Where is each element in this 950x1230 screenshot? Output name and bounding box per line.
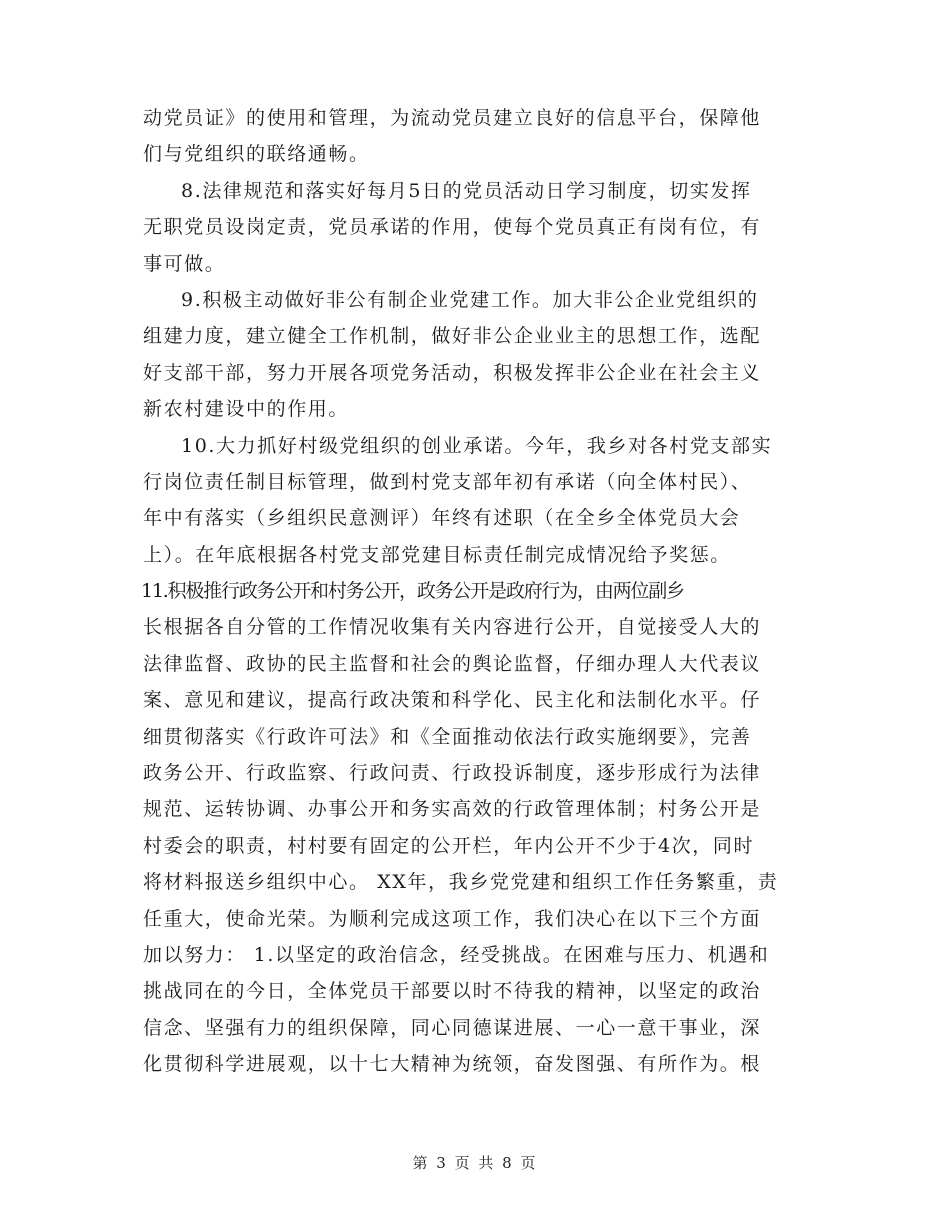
text-line: 政务公开、行政监察、行政问责、行政投诉制度，逐步形成行为法律 [143,762,762,785]
text-line: 村委会的职责，村村要有固定的公开栏，年内公开不少于4次，同时 [143,834,755,857]
text-line: 新农村建设中的作用。 [143,398,350,421]
page-number-footer: 第 3 页 共 8 页 [412,1154,538,1172]
text-line: 无职党员设岗定责，党员承诺的作用，使每个党员真正有岗有位，有 [143,216,762,239]
text-line: 上）。在年底根据各村党支部党建目标责任制完成情况给予奖惩。 [143,543,731,566]
text-line: 任重大，使命光荣。为顺利完成这项工作，我们决心在以下三个方面 [143,907,762,930]
paragraph-8-start: 8.法律规范和落实好每月5日的党员活动日学习制度，切实发挥 [181,179,752,202]
paragraph-10-start: 10.大力抓好村级党组织的创业承诺。今年，我乡对各村党支部实 [181,434,773,457]
body-text [143,100,803,1083]
text-line: 们与党组织的联络通畅。 [143,143,370,166]
text-line: 化贯彻科学进展观，以十七大精神为统领，奋发图强、有所作为。根 [143,1053,762,1076]
text-line: 法律监督、政协的民主监督和社会的舆论监督，仔细办理人大代表议 [143,652,762,675]
text-line: 加以努力： 1.以坚定的政治信念，经受挑战。在困难与压力、机遇和 [143,943,770,966]
text-line: 长根据各自分管的工作情况收集有关内容进行公开，自觉接受人大的 [143,616,762,639]
text-line: 细贯彻落实《行政许可法》和《全面推动依法行政实施纲要》，完善 [143,725,752,748]
text-line: 案、意见和建议，提高行政决策和科学化、民主化和法制化水平。仔 [143,689,762,712]
text-line: 将材料报送乡组织中心。 XX年，我乡党党建和组织工作任务繁重，责 [143,871,779,894]
text-line: 信念、坚强有力的组织保障，同心同德谋进展、一心一意干事业，深 [143,1016,762,1039]
paragraph-9-start: 9.积极主动做好非公有制企业党建工作。加大非公企业党组织的 [181,288,759,311]
text-line: 挑战同在的今日，全体党员干部要以时不待我的精神，以坚定的政治 [143,980,762,1003]
text-line: 规范、运转协调、办事公开和务实高效的行政管理体制；村务公开是 [143,798,762,821]
text-line: 动党员证》的使用和管理，为流动党员建立良好的信息平台，保障他 [143,107,762,129]
text-line: 组建力度，建立健全工作机制，做好非公企业业主的思想工作，选配 [143,325,762,348]
paragraph-11-start: 11.积极推行政务公开和村务公开，政务公开是政府行为，由两位副乡 [141,580,684,603]
text-line: 事可做。 [143,252,226,275]
text-line: 行岗位责任制目标管理，做到村党支部年初有承诺（向全体村民）、 [143,470,752,493]
text-line: 好支部干部，努力开展各项党务活动，积极发挥非公企业在社会主义 [143,361,762,384]
text-line: 年中有落实（乡组织民意测评）年终有述职（在全乡全体党员大会 [143,507,741,530]
